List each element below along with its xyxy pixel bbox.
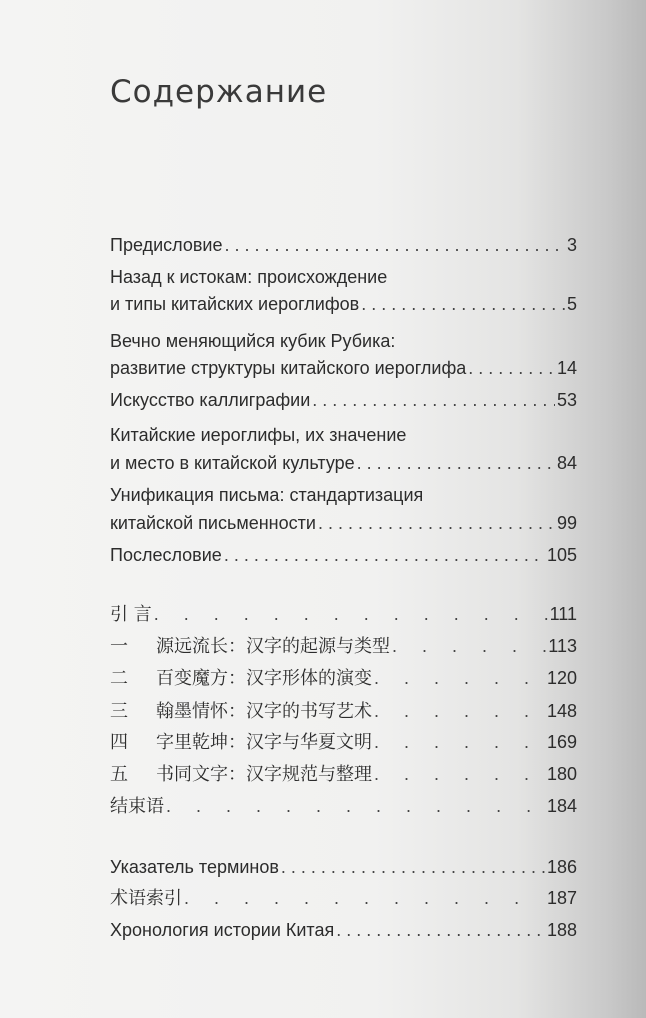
- toc-entry-title: Унификация письма: стандартизация: [110, 485, 424, 505]
- toc-page-number: 186: [546, 857, 577, 877]
- chapter-number: 四: [110, 732, 128, 753]
- toc-page-number: 180: [546, 764, 577, 784]
- toc-entry-title: Хронология истории Китая: [110, 920, 335, 940]
- dot-leader: [374, 763, 545, 785]
- toc-entry-preface[interactable]: [110, 234, 577, 256]
- toc-entry-title: 百变魔方：汉字形体的演变: [156, 668, 372, 689]
- toc-entry-chronology[interactable]: [110, 919, 577, 941]
- toc-entry-title: 源远流长：汉字的起源与类型: [156, 636, 390, 657]
- toc-entry-title: Назад к истокам: происхождение: [110, 267, 388, 287]
- toc-entry-title: Указатель терминов: [110, 857, 279, 877]
- toc-entry-cn-5[interactable]: [110, 763, 577, 786]
- toc-entry-title: и место в китайской культуре: [110, 453, 355, 473]
- toc-page-number: 187: [546, 888, 577, 908]
- toc-entry-title: Вечно меняющийся кубик Рубика:: [110, 331, 396, 351]
- dot-leader: [361, 293, 565, 315]
- dot-leader: [468, 357, 555, 379]
- toc-entry-cn-intro[interactable]: [110, 603, 577, 626]
- toc-entry-cn-2[interactable]: [110, 667, 577, 690]
- toc-page-number: 184: [546, 796, 577, 816]
- dot-leader: [312, 389, 555, 411]
- toc-page-number: 84: [556, 453, 577, 473]
- dot-leader: [281, 856, 545, 878]
- toc-page-number: 53: [556, 390, 577, 410]
- toc-entry-meaning[interactable]: [110, 424, 577, 446]
- toc-page-number: 99: [556, 513, 577, 533]
- toc-entry-title: 字里乾坤：汉字与华夏文明: [156, 732, 372, 753]
- dot-leader: [184, 887, 545, 909]
- dot-leader: [374, 700, 545, 722]
- toc-entry-title: развитие структуры китайского иероглифа: [110, 358, 467, 378]
- toc-entry-origins-cont[interactable]: [110, 293, 577, 315]
- toc-page-number: 5: [566, 294, 577, 314]
- toc-page-number: 120: [546, 668, 577, 688]
- toc-entry-cn-conclusion[interactable]: [110, 795, 577, 818]
- toc-entry-origins[interactable]: [110, 266, 577, 288]
- dot-leader: [357, 452, 555, 474]
- toc-page-number: 111: [549, 604, 577, 624]
- toc-entry-title: 术语索引: [110, 888, 182, 909]
- toc-page-number: 14: [556, 358, 577, 378]
- toc-page-number: 169: [546, 732, 577, 752]
- dot-leader: [336, 919, 545, 941]
- toc-entry-title: Послесловие: [110, 545, 222, 565]
- toc-entry-title: Предисловие: [110, 235, 223, 255]
- toc-entry-afterword[interactable]: [110, 544, 577, 566]
- toc-entry-cn-3[interactable]: [110, 700, 577, 723]
- toc-entry-title: 翰墨情怀：汉字的书写艺术: [156, 701, 372, 722]
- chapter-number: 五: [110, 764, 128, 785]
- toc-entry-unification-cont[interactable]: [110, 512, 577, 534]
- toc-entry-title: 引 言: [110, 604, 152, 625]
- toc-page-number: 188: [546, 920, 577, 940]
- toc-page-number: 3: [566, 235, 577, 255]
- toc-entry-cn-1[interactable]: [110, 635, 577, 658]
- toc-entry-title: Искусство каллиграфии: [110, 390, 311, 410]
- toc-entry-cn-4[interactable]: [110, 731, 577, 754]
- dot-leader: [154, 603, 548, 625]
- toc-entry-title: Китайские иероглифы, их значение: [110, 425, 407, 445]
- dot-leader: [224, 544, 545, 566]
- toc-entry-title: и типы китайских иероглифов: [110, 294, 360, 314]
- page-title: Содержание: [110, 74, 328, 110]
- toc-page-number: 148: [546, 701, 577, 721]
- toc-entry-meaning-cont[interactable]: [110, 452, 577, 474]
- toc-entry-index-ru[interactable]: [110, 856, 577, 878]
- toc-entry-rubik[interactable]: [110, 330, 577, 352]
- toc-page-number: 113: [548, 636, 577, 656]
- toc-entry-title: 书同文字：汉字规范与整理: [156, 764, 372, 785]
- dot-leader: [318, 512, 555, 534]
- dot-leader: [224, 234, 565, 256]
- toc-entry-rubik-cont[interactable]: [110, 357, 577, 379]
- chapter-number: 一: [110, 636, 128, 657]
- toc-entry-index-cn[interactable]: [110, 887, 577, 910]
- dot-leader: [392, 635, 546, 657]
- dot-leader: [166, 795, 545, 817]
- dot-leader: [374, 731, 545, 753]
- chapter-number: 二: [110, 668, 128, 689]
- toc-entry-title: китайской письменности: [110, 513, 316, 533]
- toc-page-number: 105: [546, 545, 577, 565]
- toc-entry-title: 结束语: [110, 796, 164, 817]
- toc-entry-unification[interactable]: [110, 484, 577, 506]
- chapter-number: 三: [110, 701, 128, 722]
- dot-leader: [374, 667, 545, 689]
- toc-entry-calligraphy[interactable]: [110, 389, 577, 411]
